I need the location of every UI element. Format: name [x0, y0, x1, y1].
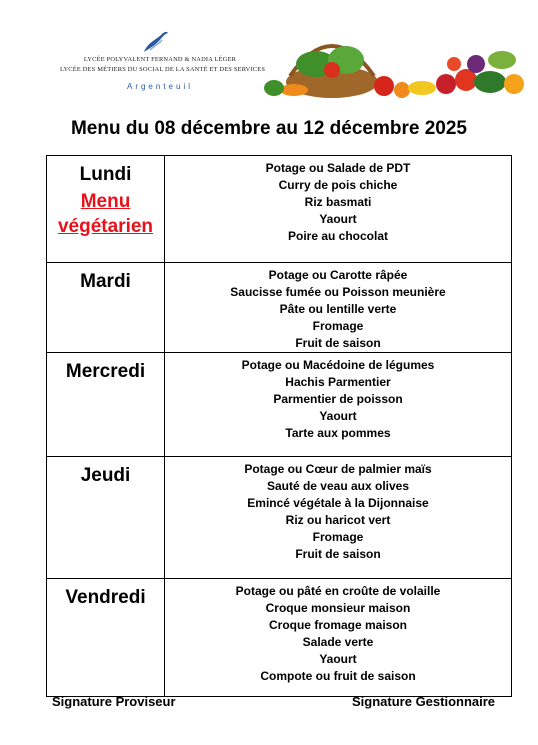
dish-item: Hachis Parmentier — [285, 375, 391, 389]
dish-list — [165, 357, 511, 442]
dish-item: Potage ou Cœur de palmier maïs — [244, 462, 432, 476]
dish-item: Fromage — [312, 530, 364, 544]
menu-row-jeudi — [47, 457, 512, 579]
dish-item: Croque monsieur maison — [265, 601, 411, 615]
dish-item: Yaourt — [319, 652, 357, 666]
day-cell — [47, 457, 165, 579]
menu-row-mercredi — [47, 353, 512, 457]
day-name: Mercredi — [65, 361, 146, 382]
day-cell — [47, 579, 165, 697]
menu-row-mardi — [47, 263, 512, 353]
dish-item: Saucisse fumée ou Poisson meunière — [230, 285, 446, 299]
dish-item: Riz basmati — [304, 195, 372, 209]
menu-title: Menu du 08 décembre au 12 décembre 2025 — [70, 118, 467, 139]
dish-item: Tarte aux pommes — [285, 426, 391, 440]
signature-proviseur: Signature Proviseur — [52, 694, 176, 709]
dish-item: Potage ou pâté en croûte de volaille — [235, 584, 441, 598]
dish-item: Pâte ou lentille verte — [279, 302, 397, 316]
weekly-menu-table — [46, 155, 512, 697]
school-logo — [60, 28, 266, 100]
dishes-cell — [165, 263, 512, 353]
dish-list — [165, 267, 511, 352]
day-cell — [47, 353, 165, 457]
day-name: Jeudi — [80, 465, 131, 486]
school-specialty-line: LYCÉE DES MÉTIERS DU SOCIAL DE LA SANTÉ ET DES SERVICES — [60, 66, 266, 73]
vegetarian-label: Menu végétarien — [57, 191, 154, 237]
dish-item: Sauté de veau aux olives — [266, 479, 410, 493]
dishes-cell — [165, 353, 512, 457]
dish-item: Parmentier de poisson — [273, 392, 403, 406]
dishes-cell — [165, 579, 512, 697]
dish-item: Potage ou Macédoine de légumes — [241, 358, 435, 372]
dish-item: Potage ou Salade de PDT — [265, 161, 411, 175]
swan-logo-icon — [140, 28, 170, 56]
day-name: Lundi — [79, 164, 132, 185]
dish-item: Fruit de saison — [295, 336, 381, 350]
dish-item: Fromage — [312, 319, 364, 333]
dish-item: Salade verte — [302, 635, 374, 649]
dish-item: Yaourt — [319, 212, 357, 226]
dish-item: Riz ou haricot vert — [285, 513, 391, 527]
dishes-cell — [165, 156, 512, 263]
dish-item: Potage ou Carotte râpée — [268, 268, 408, 282]
dish-item: Curry de pois chiche — [278, 178, 398, 192]
dish-item: Emincé végétale à la Dijonnaise — [247, 496, 429, 510]
menu-row-lundi — [47, 156, 512, 263]
dish-list — [165, 583, 511, 685]
dish-item: Yaourt — [319, 409, 357, 423]
header — [0, 0, 538, 110]
dish-list — [165, 160, 511, 245]
day-cell — [47, 263, 165, 353]
school-city: Argenteuil — [126, 82, 194, 91]
day-name: Mardi — [80, 271, 131, 292]
dish-list — [165, 461, 511, 563]
vegetables-basket-image — [262, 20, 534, 102]
dish-item: Poire au chocolat — [287, 229, 389, 243]
school-name-line: LYCÉE POLYVALENT FERNAND & NADIA LÉGER — [83, 56, 237, 63]
menu-row-vendredi — [47, 579, 512, 697]
day-name: Vendredi — [65, 587, 146, 608]
dishes-cell — [165, 457, 512, 579]
day-cell — [47, 156, 165, 263]
signature-gestionnaire: Signature Gestionnaire — [352, 694, 496, 709]
dish-item: Compote ou fruit de saison — [260, 669, 416, 683]
dish-item: Croque fromage maison — [268, 618, 408, 632]
dish-item: Fruit de saison — [295, 547, 381, 561]
